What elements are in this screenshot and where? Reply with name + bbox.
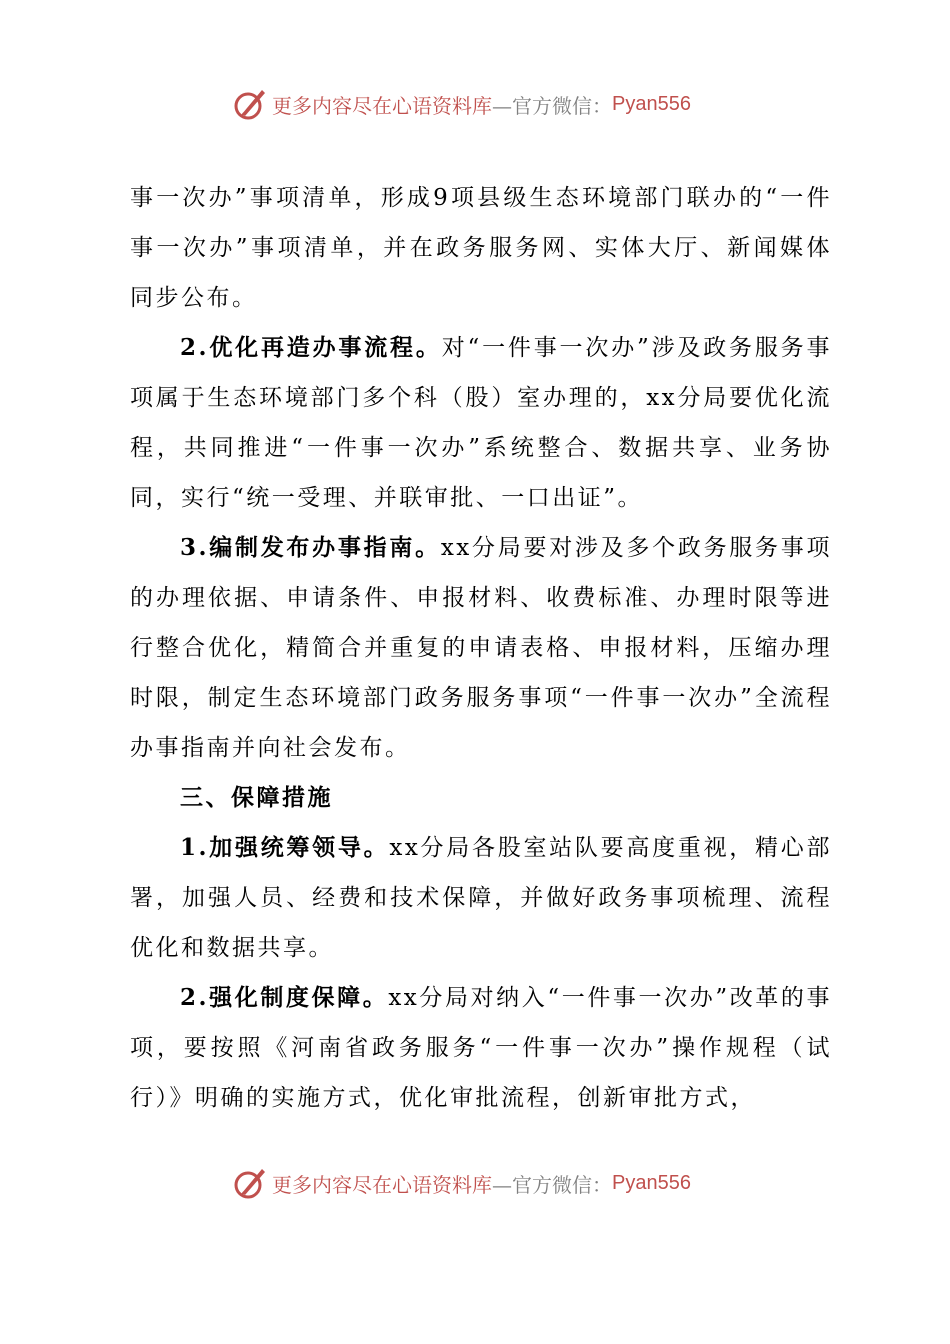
paragraph-optimize-process [130, 323, 832, 523]
banner-wechat-id: Pyan556 [612, 92, 691, 115]
paragraph-continued: 事一次办”事项清单，形成9项县级生态环境部门联办的“一件事一次办”事项清单，并在政务服务网、实体大厅、新闻媒体同步公布。 [130, 185, 832, 311]
paragraph-text: xx分局对纳入“一件事一次办”改革的事项，要按照《河南省政务服务“一件事一次办”操作规程（试行）》明确的实施方式，优化审批流程，创新审批方式， [130, 985, 832, 1111]
paragraph-leadership [130, 823, 832, 973]
banner-wechat-label: —官方微信： [492, 1172, 612, 1197]
paragraph-institutional-guarantee [130, 973, 832, 1123]
quill-pen-logo-icon [232, 86, 268, 122]
quill-pen-logo-icon [232, 1165, 268, 1201]
section-heading-text: 三、保障措施 [180, 784, 333, 811]
footer-banner [232, 1163, 691, 1203]
section-heading [130, 773, 832, 823]
banner-wechat-id: Pyan556 [612, 1171, 691, 1194]
banner-site-name: 更多内容尽在心语资料库 [272, 93, 492, 118]
paragraph-text: xx分局要对涉及多个政务服务事项的办理依据、申请条件、申报材料、收费标准、办理时限等进行整合优化，精简合并重复的申请表格、申报材料，压缩办理时限，制定生态环境部门政务服务事项“一件事一次办”全流程办事指南并向社会发布。 [130, 535, 832, 761]
paragraph-heading: 3.编制发布办事指南。 [180, 534, 441, 561]
paragraph-publish-guide [130, 523, 832, 773]
paragraph-heading: 2.强化制度保障。 [180, 984, 389, 1011]
paragraph-heading: 1.加强统筹领导。 [180, 834, 390, 861]
paragraph-text: 对“一件事一次办”涉及政务服务事项属于生态环境部门多个科（股）室办理的，xx分局要优化流程，共同推进“一件事一次办”系统整合、数据共享、业务协同，实行“统一受理、并联审批、一口出证”。 [130, 335, 832, 511]
paragraph-text: xx分局各股室站队要高度重视，精心部署，加强人员、经费和技术保障，并做好政务事项梳理、流程优化和数据共享。 [130, 835, 832, 961]
banner-site-name: 更多内容尽在心语资料库 [272, 1172, 492, 1197]
header-banner [232, 84, 691, 124]
document-body [130, 173, 832, 1123]
paragraph-heading: 2.优化再造办事流程。 [180, 334, 442, 361]
banner-wechat-label: —官方微信： [492, 93, 612, 118]
